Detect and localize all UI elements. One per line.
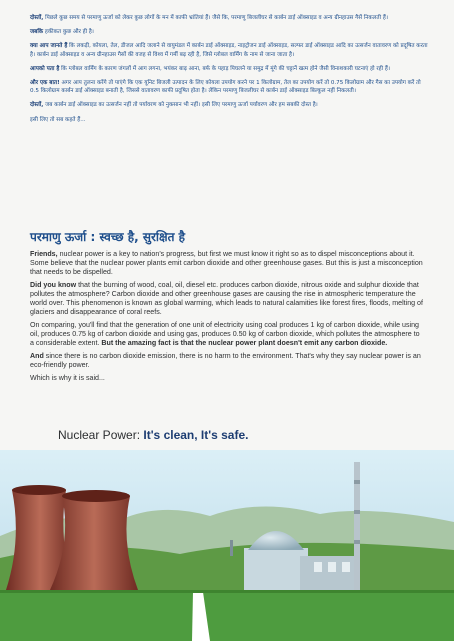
hindi-paragraph-6 — [30, 101, 430, 109]
hindi-paragraph-7: इसी लिए तो सब कहते हैं... — [30, 116, 86, 123]
hindi-p4-text: कि ग्लोबल वार्मिंग के कारण जंगलों में आग लगना, भयंकर बाढ़ आना, बर्फ के पहाड़ पिघलने या समुद्र में मूंगे की चट्टानें खत्म होने जैसी विनाशकारी घटनाएं हो रही हैं। — [59, 65, 390, 72]
hindi-p6-lead: दोस्तों, — [30, 102, 44, 109]
slogan-title — [58, 428, 248, 442]
english-p4-lead: And — [30, 352, 44, 360]
hindi-text-block — [30, 14, 430, 130]
slogan-title-a: Nuclear Power: — [58, 428, 144, 442]
hindi-p5-lead: और एक बात! — [30, 80, 60, 87]
hindi-p2-text: हकीकत कुछ और ही है। — [43, 29, 94, 36]
english-paragraph-5: Which is why it is said... — [30, 374, 105, 382]
english-paragraph-2 — [30, 281, 425, 317]
hindi-paragraph-5 — [30, 79, 430, 95]
english-p4-text: since there is no carbon dioxide emission, there is no harm to the environment. That's why they say nuclear power is an eco-friendly power. — [30, 352, 421, 369]
hindi-heading: परमाणु ऊर्जा : स्वच्छ है, सुरक्षित है — [30, 230, 186, 244]
english-p3-emphasis: But the amazing fact is that the nuclear power plant doesn't emit any carbon dioxide. — [99, 339, 388, 347]
english-p3-text: On comparing, you'll find that the generation of one unit of electricity using coal produces 1 kg of carbon dioxide, while using oil, produces 0.75 kg of carbon dioxide and using gas, produces 0.50 kg of carbon dioxide, which pollutes the atmosphere to a considerable extent. — [30, 321, 420, 347]
hindi-p6-text: जब कार्बन डाई ऑक्साइड का उत्सर्जन नहीं तो पर्यावरण को नुकसान भी नहीं। इसी लिए परमाणु ऊर्जा पर्यावरण और हम सबकी दोस्त है। — [43, 102, 318, 109]
hindi-paragraph-2 — [30, 28, 430, 36]
hindi-p4-lead: आपको पता है — [30, 65, 60, 72]
chimney-icon — [354, 462, 360, 590]
english-p2-text: that the burning of wood, coal, oil, diesel etc. produces carbon dioxide, nitrous oxide and sulphur dioxide that pollutes the atmosphere? Carbon dioxide and other greenhouse gases are causing the rise in atmospheric temperature the world over. This phenomenon is known as global warming, which leads to natural calamities like forest fires, floods, melting of glaciers and disappearance of coral reefs. — [30, 281, 423, 316]
hindi-p1-lead: दोस्तों, — [30, 15, 44, 21]
hindi-paragraph-3 — [30, 42, 430, 58]
hindi-p3-lead: क्या आप जानते हैं — [30, 43, 68, 50]
hindi-p3-text: कि लकड़ी, कोयला, तेल, डीजल आदि जलाने से वायुमंडल में कार्बन डाई ऑक्साइड, नाइट्रोजन डाई ऑक्साइड, सल्फर डाई ऑक्साइड आदि का उत्सर्जन वातावरण को प्रदूषित करता है। कार्बन डाई ऑक्साइड व अन्य ग्रीनहाउस गैसों की वजह से विश्व में गर्मी बढ़ रही है, जिसे ग्लोबल वार्मिंग के नाम से जाना जाता है। — [30, 43, 428, 58]
nuclear-plant-illustration — [0, 450, 454, 641]
lamp-post-icon — [230, 540, 233, 556]
english-p1-lead: Friends, — [30, 250, 58, 258]
hindi-p2-lead: जबकि — [30, 29, 44, 36]
english-p2-lead: Did you know — [30, 281, 77, 289]
hindi-p5-text: अगर आप तुलना करेंगे तो पाएंगे कि एक यूनिट बिजली उत्पादन के लिए कोयला उपयोग करने पर 1 किलोग्राम, तेल का उपयोग करें तो 0.75 किलोग्राम और गैस का उपयोग करें तो 0.5 किलोग्राम कार्बन डाई ऑक्साइड बनाती है, जिससे वातावरण काफी प्रदूषित होता है। लेकिन परमाणु बिजलीघर से कार्बन डाई ऑक्साइड बिल्कुल नहीं निकलती। — [30, 80, 421, 95]
english-paragraph-4 — [30, 352, 425, 370]
ground-edge — [0, 590, 454, 593]
english-text-block — [30, 250, 425, 387]
hindi-paragraph-1 — [30, 14, 430, 22]
cooling-towers-icon — [6, 485, 138, 590]
english-p1-text: nuclear power is a key to nation's progress, but first we must know it right so as to dispel misconceptions about it. Some believe that the nuclear power plants emit carbon dioxide and other greenhouse gases. But this is just a misconception that needs to be dispelled. — [30, 250, 423, 276]
english-paragraph-1 — [30, 250, 425, 277]
slogan-title-b: It's clean, It's safe. — [143, 428, 249, 442]
plant-scene-svg — [0, 450, 454, 641]
hindi-paragraph-4 — [30, 65, 430, 73]
english-paragraph-3 — [30, 321, 425, 348]
grass-ground — [0, 590, 454, 641]
hindi-p1-text: पिछले कुछ समय से परमाणु ऊर्जा को लेकर कुछ लोगों के मन में काफी भ्रांतियां हैं। जैसे कि, परमाणु बिजलीघर से कार्बन डाई ऑक्साइड व अन्य ग्रीनहाउस गैसें निकलती हैं। — [43, 15, 388, 21]
